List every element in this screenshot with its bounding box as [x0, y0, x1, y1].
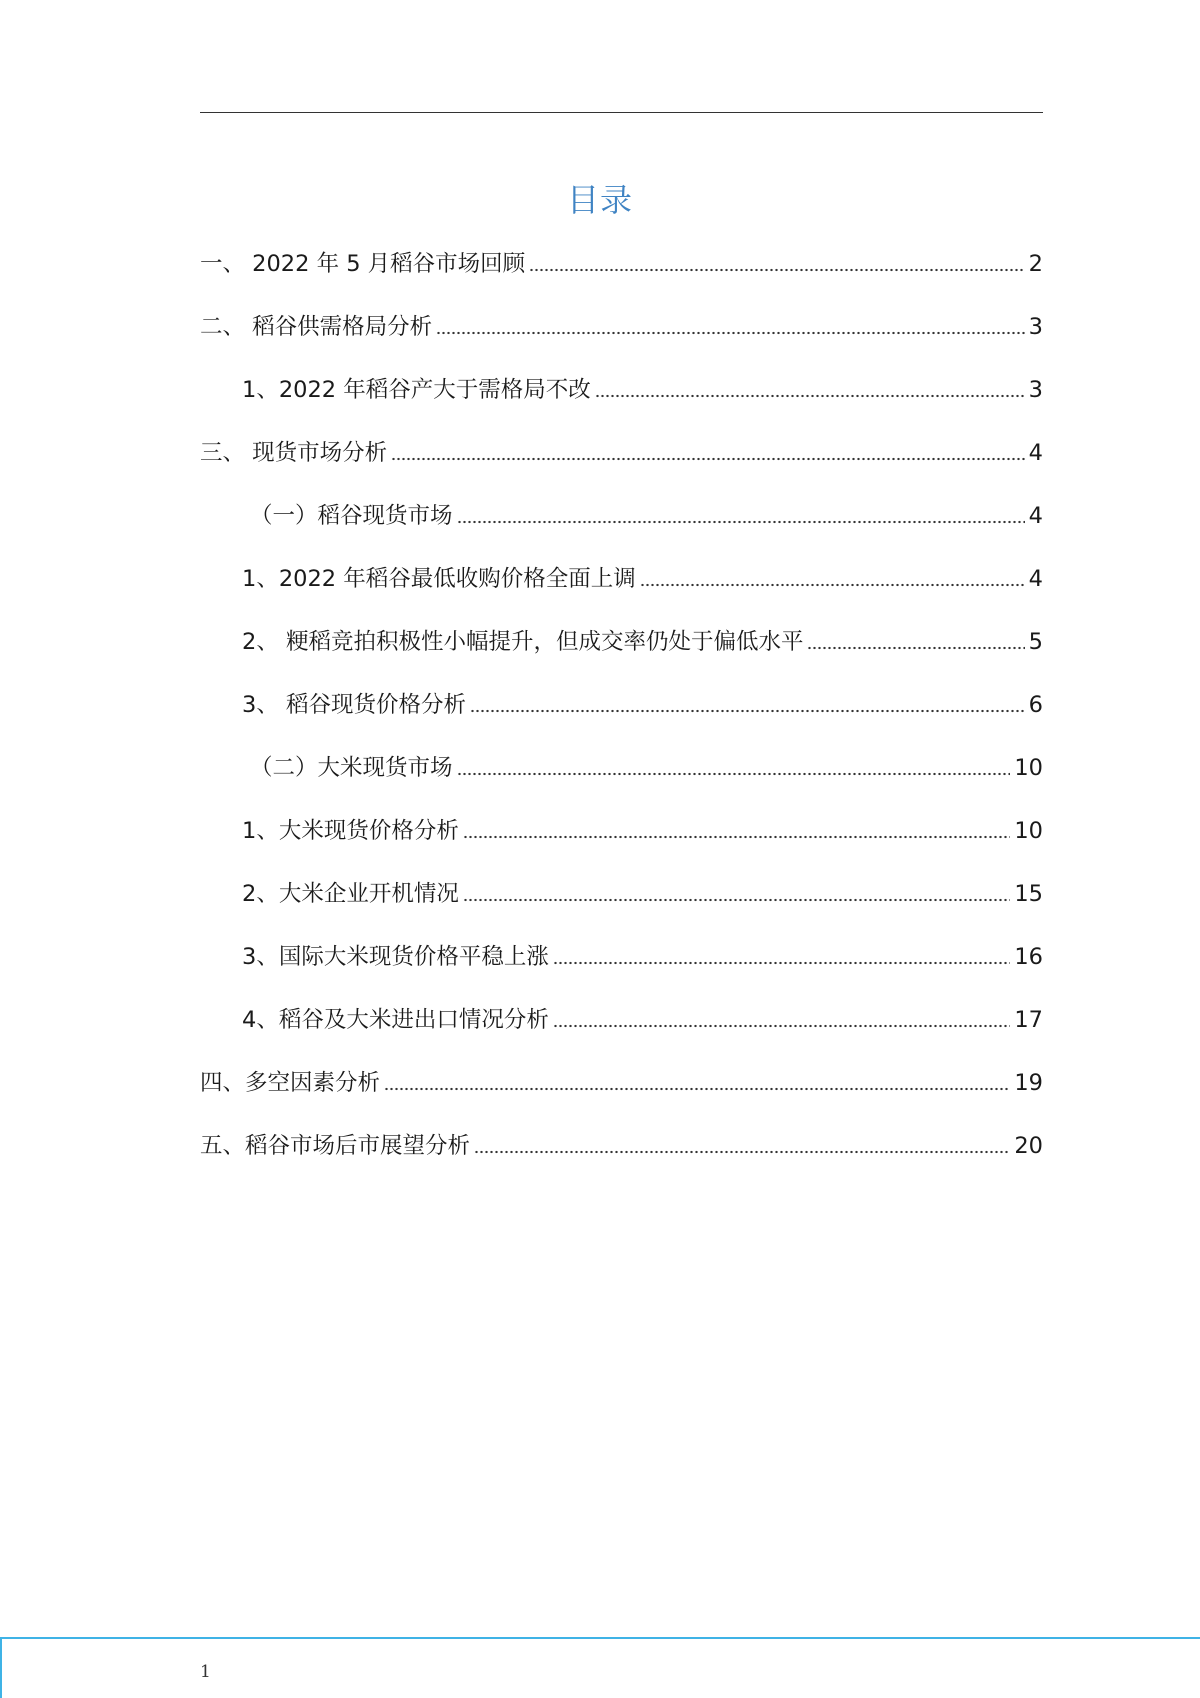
toc-entry-rice-spot-market[interactable]	[200, 748, 1043, 811]
toc-dot-leader	[463, 874, 1011, 902]
toc-dot-leader	[529, 244, 1024, 272]
toc-dot-leader	[384, 1063, 1010, 1091]
toc-entry-label: 1、2022 年稻谷最低收购价格全面上调	[242, 566, 636, 592]
toc-entry-page: 6	[1028, 692, 1043, 718]
toc-entry-label: 1、2022 年稻谷产大于需格局不改	[242, 377, 591, 403]
toc-entry-page: 2	[1028, 251, 1043, 277]
toc-dot-leader	[553, 1000, 1011, 1028]
toc-entry-label: 一、 2022 年 5 月稻谷市场回顾	[200, 251, 526, 277]
toc-entry-output-exceeds-demand[interactable]	[200, 370, 1043, 433]
toc-entry-bull-bear-factors[interactable]	[200, 1063, 1043, 1126]
toc-entry-label: 三、 现货市场分析	[200, 440, 388, 466]
toc-entry-page: 16	[1014, 944, 1043, 970]
toc-entry-market-outlook[interactable]	[200, 1126, 1043, 1189]
toc-entry-international-rice-price[interactable]	[200, 937, 1043, 1000]
toc-entry-page: 3	[1028, 314, 1043, 340]
toc-entry-supply-demand[interactable]	[200, 307, 1043, 370]
toc-entry-paddy-spot-price[interactable]	[200, 685, 1043, 748]
toc-entry-page: 4	[1028, 440, 1043, 466]
toc-dot-leader	[595, 370, 1025, 398]
toc-entry-page: 4	[1028, 503, 1043, 529]
toc-dot-leader	[457, 496, 1025, 524]
toc-entry-label: 3、国际大米现货价格平稳上涨	[242, 944, 549, 970]
table-of-contents	[200, 244, 1043, 1189]
toc-entry-mill-operating-rate[interactable]	[200, 874, 1043, 937]
toc-entry-page: 5	[1028, 629, 1043, 655]
toc-entry-label: 二、 稻谷供需格局分析	[200, 314, 433, 340]
toc-entry-page: 10	[1014, 755, 1043, 781]
toc-dot-leader	[553, 937, 1011, 965]
toc-dot-leader	[640, 559, 1025, 587]
toc-dot-leader	[470, 685, 1025, 713]
toc-dot-leader	[391, 433, 1025, 461]
toc-entry-spot-market[interactable]	[200, 433, 1043, 496]
toc-entry-rice-spot-price[interactable]	[200, 811, 1043, 874]
toc-entry-paddy-spot-market[interactable]	[200, 496, 1043, 559]
toc-entry-label: 2、 粳稻竞拍积极性小幅提升，但成交率仍处于偏低水平	[242, 629, 804, 655]
toc-entry-label: 2、大米企业开机情况	[242, 881, 459, 907]
toc-entry-page: 10	[1014, 818, 1043, 844]
toc-entry-page: 17	[1014, 1007, 1043, 1033]
toc-entry-minimum-purchase-price[interactable]	[200, 559, 1043, 622]
toc-entry-page: 15	[1014, 881, 1043, 907]
footer-corner-rule	[0, 1637, 2, 1698]
toc-entry-page: 19	[1014, 1070, 1043, 1096]
toc-entry-page: 20	[1014, 1133, 1043, 1159]
toc-dot-leader	[436, 307, 1025, 335]
toc-entry-label: （一）稻谷现货市场	[250, 503, 453, 529]
page-number: 1	[200, 1662, 211, 1682]
toc-entry-label: 3、 稻谷现货价格分析	[242, 692, 466, 718]
toc-dot-leader	[474, 1126, 1010, 1154]
toc-entry-label: 1、大米现货价格分析	[242, 818, 459, 844]
toc-entry-label: （二）大米现货市场	[250, 755, 453, 781]
toc-dot-leader	[463, 811, 1011, 839]
toc-entry-auction-activity[interactable]	[200, 622, 1043, 685]
toc-entry-page: 4	[1028, 566, 1043, 592]
toc-entry-label: 四、多空因素分析	[200, 1070, 381, 1096]
toc-entry-label: 4、稻谷及大米进出口情况分析	[242, 1007, 549, 1033]
toc-dot-leader	[457, 748, 1011, 776]
toc-entry-label: 五、稻谷市场后市展望分析	[200, 1133, 471, 1159]
header-rule	[200, 112, 1043, 113]
footer-rule	[0, 1637, 1200, 1639]
toc-entry-market-review[interactable]	[200, 244, 1043, 307]
toc-entry-page: 3	[1028, 377, 1043, 403]
toc-dot-leader	[807, 622, 1024, 650]
toc-entry-import-export[interactable]	[200, 1000, 1043, 1063]
toc-title: 目录	[566, 181, 633, 219]
